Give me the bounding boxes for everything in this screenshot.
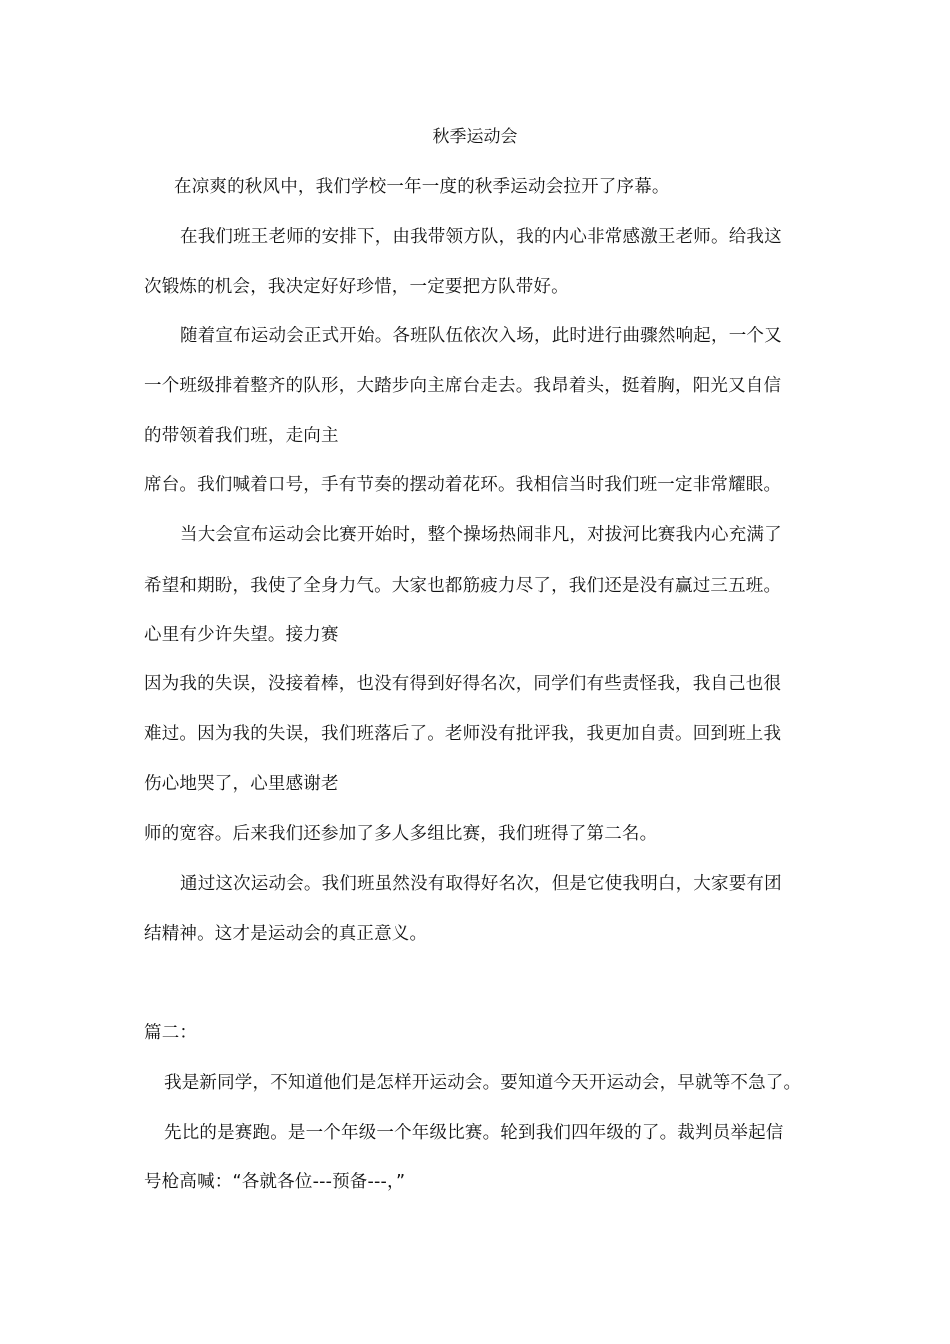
paragraph-line: 席台。我们喊着口号，手有节奏的摆动着花环。我相信当时我们班一定非常耀眼。 — [144, 475, 782, 495]
paragraph-line: 在凉爽的秋风中，我们学校一年一度的秋季运动会拉开了序幕。 — [174, 177, 670, 197]
paragraph-line: 号枪高喊：“各就各位---预备---，” — [144, 1172, 406, 1192]
paragraph-line: 通过这次运动会。我们班虽然没有取得好名次，但是它使我明白，大家要有团 — [180, 874, 782, 894]
paragraph-line: 当大会宣布运动会比赛开始时，整个操场热闹非凡，对拔河比赛我内心充满了 — [180, 525, 782, 545]
paragraph-line: 结精神。这才是运动会的真正意义。 — [144, 924, 428, 944]
paragraph-line: 先比的是赛跑。是一个年级一个年级比赛。轮到我们四年级的了。裁判员举起信 — [164, 1123, 784, 1143]
paragraph-line: 次锻炼的机会，我决定好好珍惜，一定要把方队带好。 — [144, 277, 569, 297]
paragraph-line: 我是新同学，不知道他们是怎样开运动会。要知道今天开运动会，早就等不急了。 — [164, 1073, 802, 1093]
document-title: 秋季运动会 — [432, 127, 518, 147]
paragraph-line: 一个班级排着整齐的队形，大踏步向主席台走去。我昂着头，挺着胸，阳光又自信 — [144, 376, 782, 396]
paragraph-line: 随着宣布运动会正式开始。各班队伍依次入场，此时进行曲骤然响起，一个又 — [180, 326, 782, 346]
paragraph-line: 的带领着我们班，走向主 — [144, 426, 339, 446]
section-heading: 篇二： — [144, 1023, 198, 1043]
paragraph-line: 因为我的失误，没接着棒，也没有得到好得名次，同学们有些责怪我，我自己也很 — [144, 674, 782, 694]
paragraph-line: 师的宽容。后来我们还参加了多人多组比赛，我们班得了第二名。 — [144, 824, 658, 844]
paragraph-line: 伤心地哭了，心里感谢老 — [144, 774, 339, 794]
paragraph-line: 希望和期盼，我使了全身力气。大家也都筋疲力尽了，我们还是没有赢过三五班。 — [144, 576, 782, 596]
paragraph-line: 在我们班王老师的安排下，由我带领方队，我的内心非常感激王老师。给我这 — [180, 227, 782, 247]
paragraph-line: 难过。因为我的失误，我们班落后了。老师没有批评我，我更加自责。回到班上我 — [144, 724, 782, 744]
paragraph-line: 心里有少许失望。接力赛 — [144, 625, 339, 645]
